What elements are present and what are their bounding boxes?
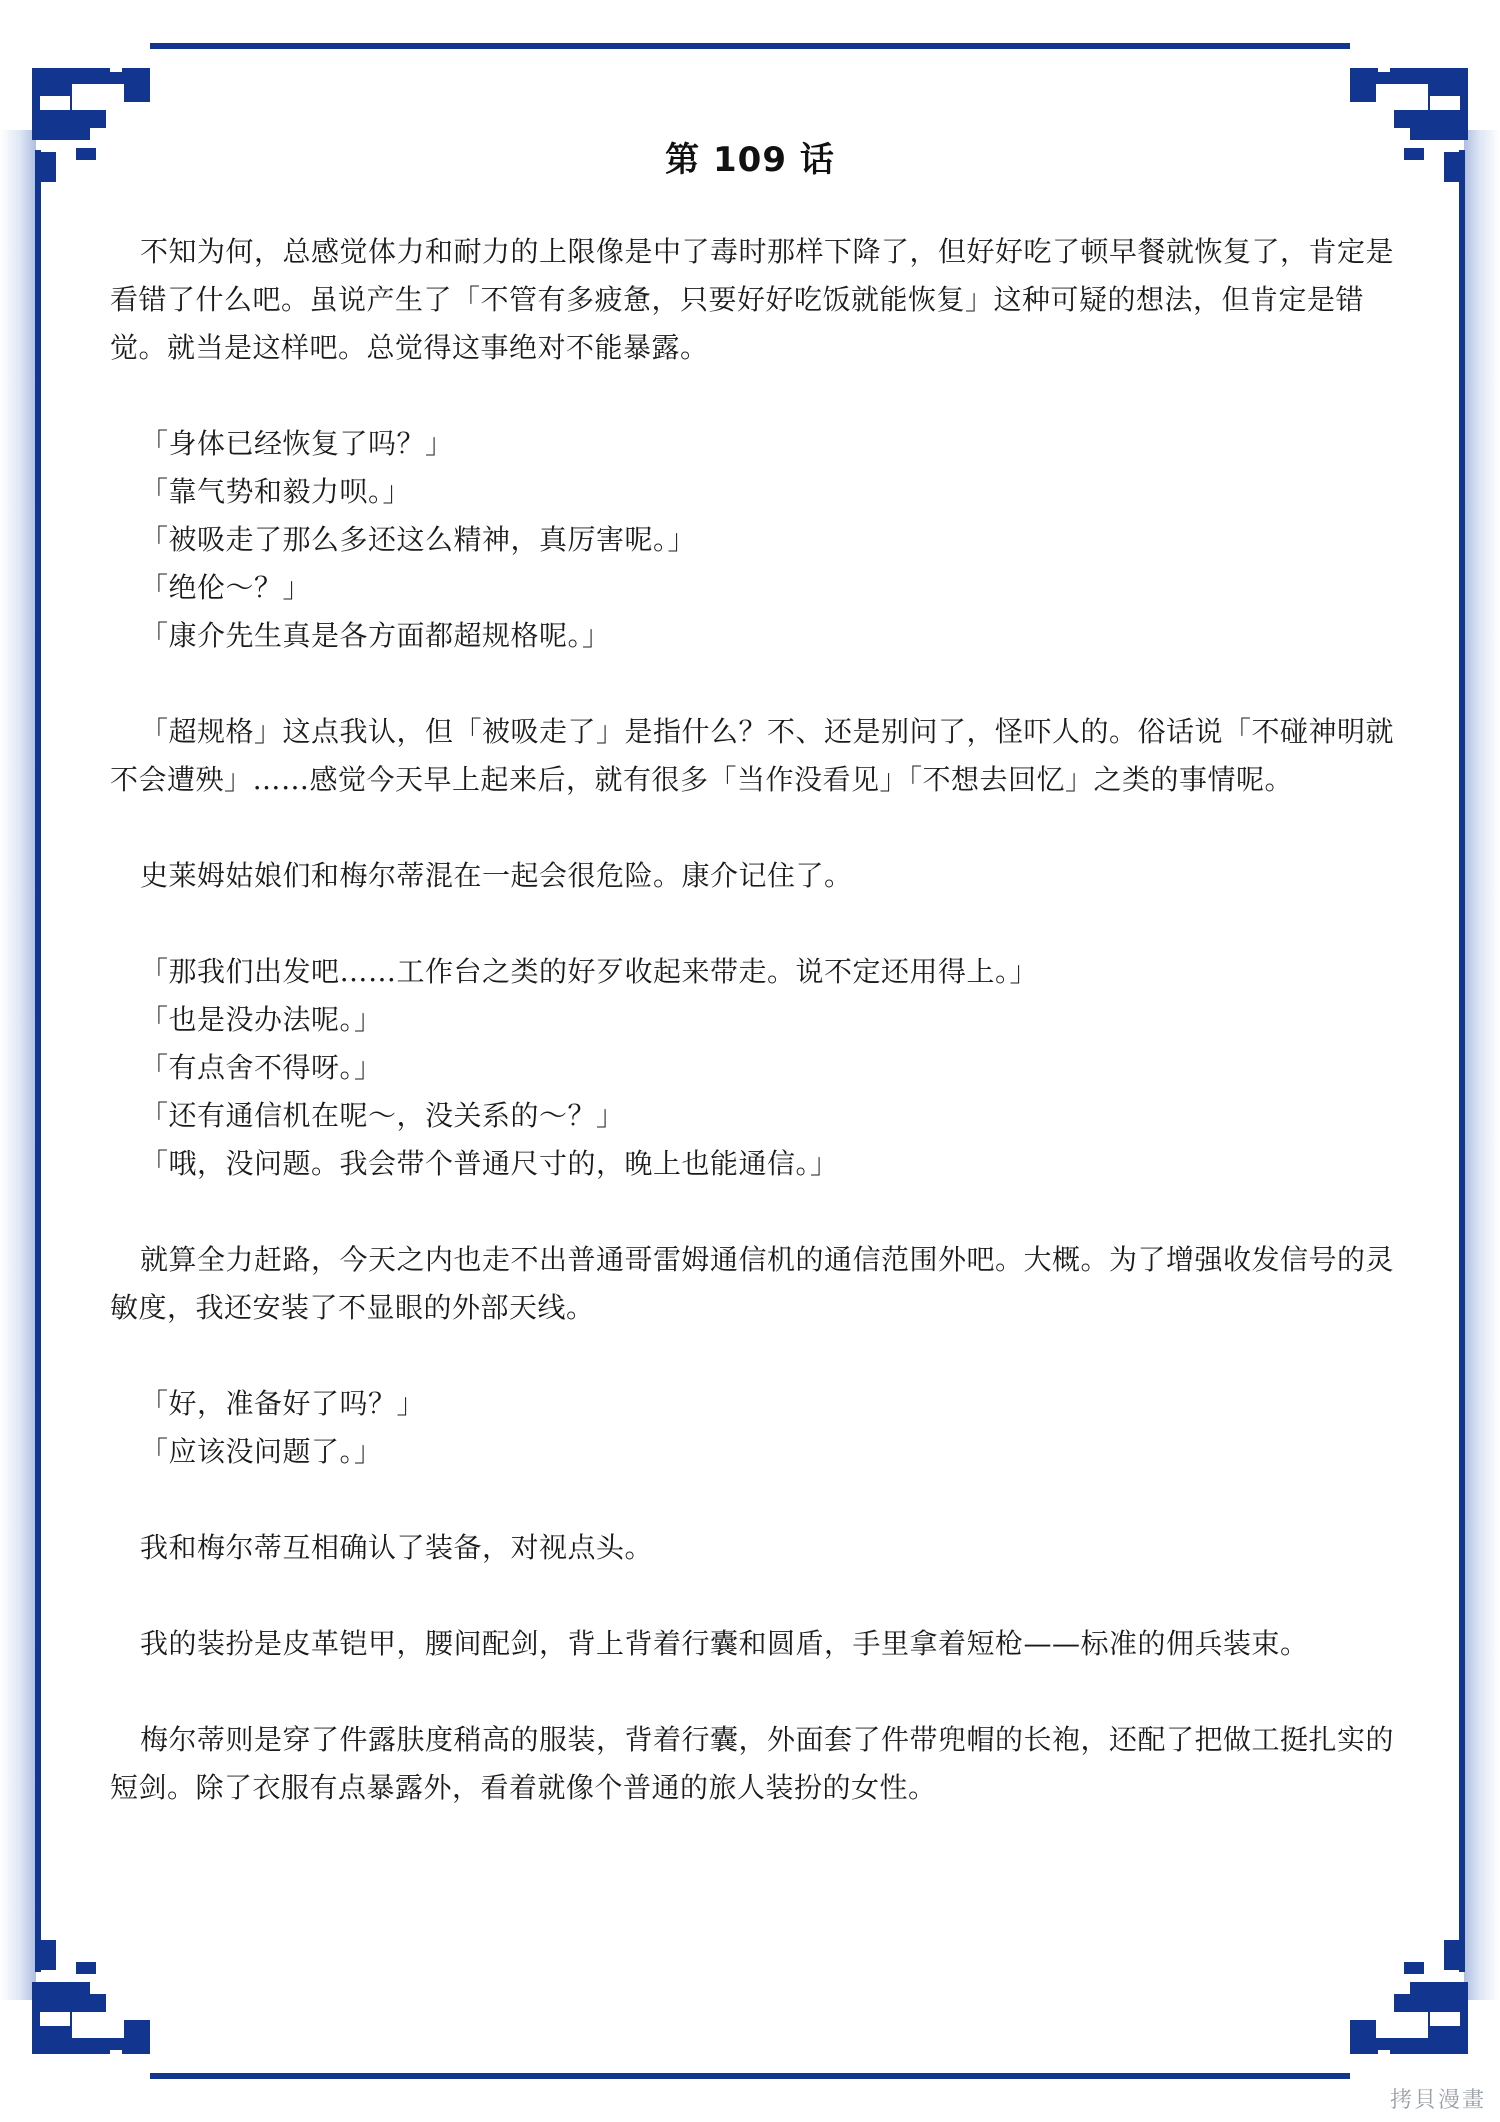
corner-bottom-right [1350, 1940, 1460, 2062]
dialogue-line: 「哦，没问题。我会带个普通尺寸的，晚上也能通信。」 [140, 1147, 839, 1180]
narration-paragraph: 梅尔蒂则是穿了件露肤度稍高的服装，背着行囊，外面套了件带兜帽的长袍，还配了把做工挺扎实的短剑。除了衣服有点暴露外，看着就像个普通的旅人装扮的女性。 [110, 1723, 1395, 1804]
narration-paragraph: 史莱姆姑娘们和梅尔蒂混在一起会很危险。康介记住了。 [140, 859, 853, 892]
paragraph-gap [110, 660, 1400, 708]
dialogue-line: 「也是没办法呢。」 [140, 1003, 383, 1036]
dialogue-line: 「身体已经恢复了吗？」 [140, 427, 454, 460]
dialogue-block [110, 420, 1400, 660]
paragraph-gap [110, 804, 1400, 852]
narration-paragraph: 「超规格」这点我认，但「被吸走了」是指什么？不、还是别问了，怪吓人的。俗话说「不碰神明就不会遭殃」……感觉今天早上起来后，就有很多「当作没看见」「不想去回忆」之类的事情呢。 [110, 715, 1395, 796]
paragraph-gap [110, 1476, 1400, 1524]
dialogue-line: 「还有通信机在呢～，没关系的～？」 [140, 1099, 625, 1132]
narration-paragraph: 我和梅尔蒂互相确认了装备，对视点头。 [140, 1531, 654, 1564]
dialogue-block [110, 1380, 1400, 1476]
dialogue-block [110, 948, 1400, 1188]
paragraph-gap [110, 900, 1400, 948]
paragraph-gap [110, 1188, 1400, 1236]
paragraph-gap [110, 1332, 1400, 1380]
dialogue-line: 「那我们出发吧……工作台之类的好歹收起来带走。说不定还用得上。」 [140, 955, 1039, 988]
dialogue-line: 「有点舍不得呀。」 [140, 1051, 383, 1084]
narration-paragraph: 我的装扮是皮革铠甲，腰间配剑，背上背着行囊和圆盾，手里拿着短枪——标准的佣兵装束。 [140, 1627, 1309, 1660]
paragraph-gap [110, 1668, 1400, 1716]
dialogue-line: 「绝伦～？」 [140, 571, 312, 604]
body-text [110, 228, 1400, 1812]
corner-bottom-left [40, 1940, 150, 2062]
dialogue-line: 「被吸走了那么多还这么精神，真厉害呢。」 [140, 523, 697, 556]
dialogue-line: 「好，准备好了吗？」 [140, 1387, 426, 1420]
narration-paragraph: 就算全力赶路，今天之内也走不出普通哥雷姆通信机的通信范围外吧。大概。为了增强收发信号的灵敏度，我还安装了不显眼的外部天线。 [110, 1243, 1395, 1324]
paragraph-gap [110, 372, 1400, 420]
dialogue-line: 「靠气势和毅力呗。」 [140, 475, 412, 508]
dialogue-line: 「应该没问题了。」 [140, 1435, 383, 1468]
narration-paragraph: 不知为何，总感觉体力和耐力的上限像是中了毒时那样下降了，但好好吃了顿早餐就恢复了，肯定是看错了什么吧。虽说产生了「不管有多疲惫，只要好好吃饭就能恢复」这种可疑的想法，但肯定是错觉。就当是这样吧。总觉得这事绝对不能暴露。 [110, 235, 1395, 364]
page-title: 第 109 话 [665, 140, 835, 180]
watermark: 拷貝漫畫 [1389, 2088, 1486, 2113]
dialogue-line: 「康介先生真是各方面都超规格呢。」 [140, 619, 611, 652]
paragraph-gap [110, 1572, 1400, 1620]
